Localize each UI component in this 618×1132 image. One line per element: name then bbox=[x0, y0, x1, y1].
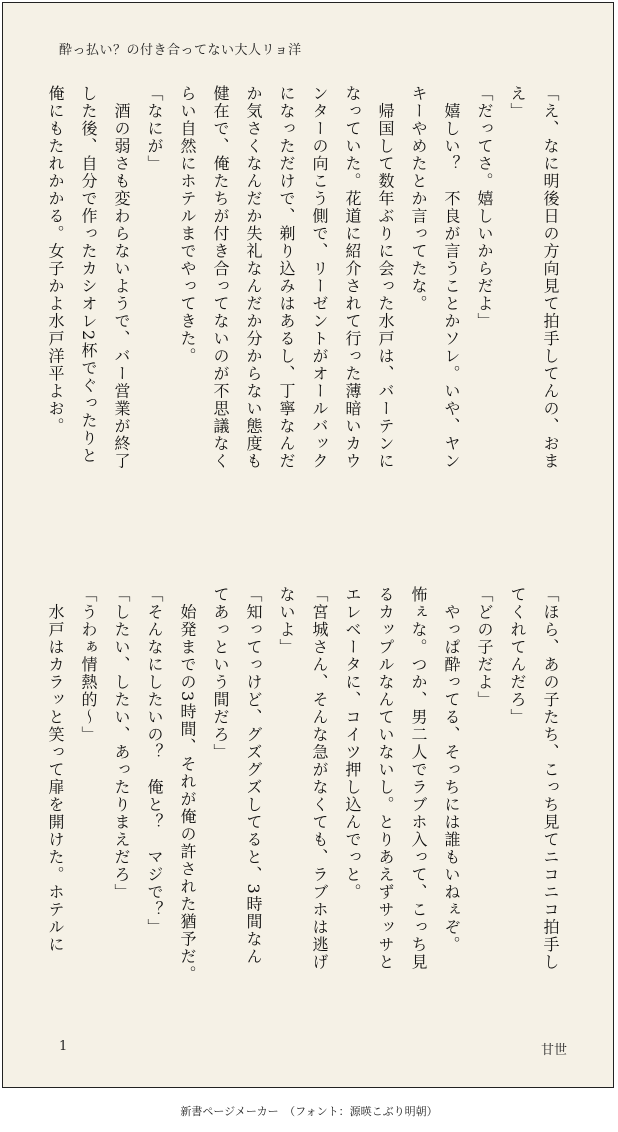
page-number: 1 bbox=[59, 1039, 68, 1054]
text-column: 酒の弱さも変わらないようで、バー営業が終了 bbox=[112, 85, 131, 470]
text-column: てくれてんだろ」 bbox=[508, 586, 527, 726]
text-column: 「宮城さん、そんな急がなくても、ラブホは逃げ bbox=[310, 586, 329, 971]
text-column: 「ほら、あの子たち、こっち見てニコニコ拍手し bbox=[541, 586, 560, 971]
novel-page bbox=[2, 2, 614, 1088]
text-column: らい自然にホテルまでやってきた。 bbox=[178, 85, 197, 365]
text-column: 「知ってっけど、グズグズしてると、3時間なん bbox=[244, 586, 263, 966]
text-column: 帰国して数年ぶりに会った水戸は、バーテンに bbox=[376, 85, 395, 470]
text-column: 「うわぁ情熱的～」 bbox=[79, 586, 98, 744]
text-column: 「そんなにしたいの？ 俺と？ マジで？」 bbox=[145, 586, 164, 936]
text-column: るカップルなんていないし。とりあえずサッサと bbox=[376, 586, 395, 971]
text-column: した後、自分で作ったカシオレ2杯でぐったりと bbox=[79, 85, 98, 465]
text-column: か気さくなんだか失礼なんだか分からない態度も bbox=[244, 85, 263, 470]
text-column: 始発までの3時間、それが俺の許された猶予だ。 bbox=[178, 586, 197, 983]
text-column: 「どの子だよ」 bbox=[475, 586, 494, 709]
text-column: 「だってさ。嬉しいからだよ」 bbox=[475, 85, 494, 330]
text-column: え」 bbox=[508, 85, 527, 120]
text-column: なっていた。花道に紹介されて行った薄暗いカウ bbox=[343, 85, 362, 470]
text-column: エレベータに、コイツ押し込んでっと。 bbox=[343, 586, 362, 901]
text-block-upper bbox=[47, 85, 567, 517]
text-column: てあっという間だろ」 bbox=[211, 586, 230, 761]
text-column: ンターの向こう側で、リーゼントがオールバック bbox=[310, 85, 329, 470]
footer-credit: 新書ページメーカー （フォント：源暎こぶり明朝） bbox=[180, 1105, 438, 1118]
text-column: 俺にもたれかかる。女子かよ水戸洋平よお。 bbox=[46, 85, 65, 435]
author-name: 甘世 bbox=[540, 1043, 567, 1058]
text-column: になっただけで、剃り込みはあるし、丁寧なんだ bbox=[277, 85, 296, 470]
page-title: 酔っ払い？の付き合ってない大人リョ洋 bbox=[59, 43, 302, 58]
text-column: 嬉しい？ 不良が言うことかソレ。いや、ヤン bbox=[442, 85, 461, 470]
text-column: やっぱ酔ってる、そっちには誰もいねぇぞ。 bbox=[442, 586, 461, 954]
text-column: 「したい、したい、あったりまえだろ」 bbox=[112, 586, 131, 901]
text-column: 怖ぇな。つか、男二人でラブホ入って、こっち見 bbox=[409, 586, 428, 971]
text-block-lower bbox=[47, 586, 567, 1018]
text-column: キーやめたとか言ってたな。 bbox=[409, 85, 428, 313]
text-column: 健在で、俺たちが付き合ってないのが不思議なく bbox=[211, 85, 230, 470]
text-column: 「え、なに明後日の方向見て拍手してんの、おま bbox=[541, 85, 560, 470]
text-column: 水戸はカラッと笑って扉を開けた。ホテルに bbox=[46, 586, 65, 954]
text-column: ないよ」 bbox=[277, 586, 296, 656]
text-column: 「なにが」 bbox=[145, 85, 164, 173]
